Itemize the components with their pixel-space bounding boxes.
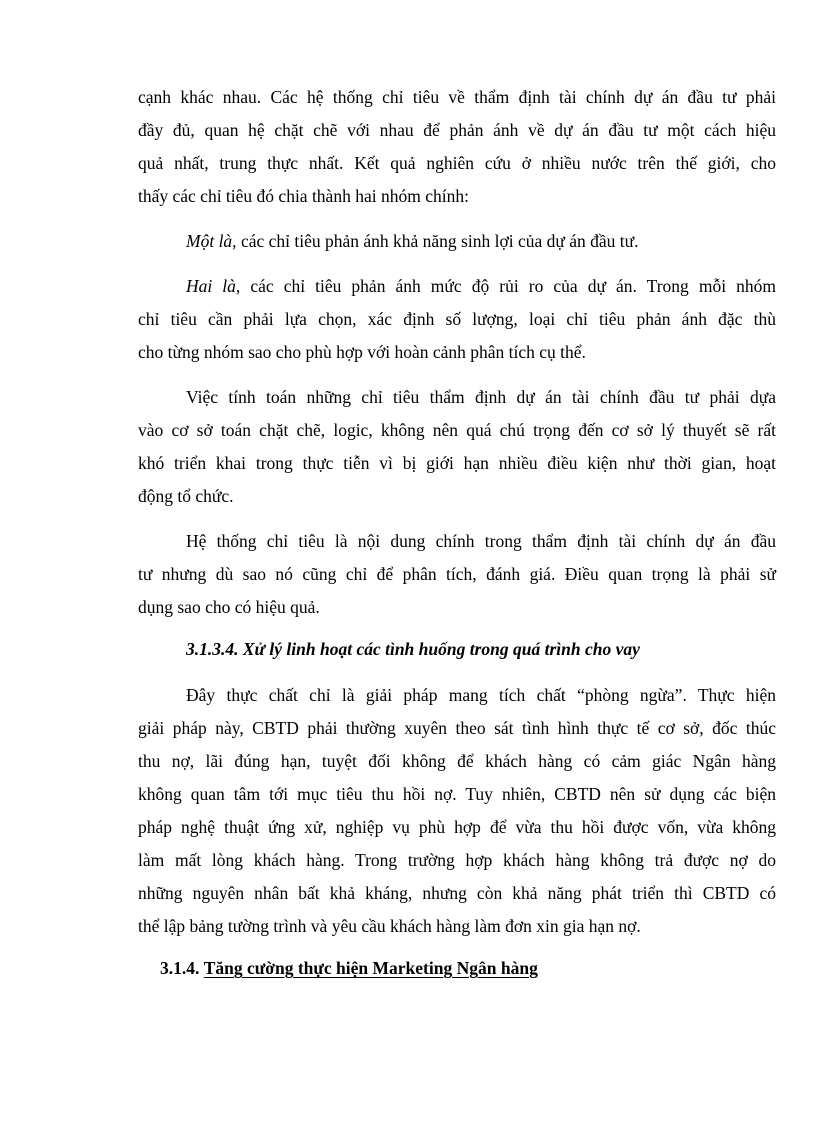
body-text-line: thể lập bảng tường trình và yêu cầu khách hàng làm đơn xin gia hạn nợ. xyxy=(138,916,641,936)
body-text: các chỉ tiêu phản ánh khả năng sinh lợi của dự án đầu tư. xyxy=(236,231,639,251)
section-heading xyxy=(160,958,538,979)
body-text-line: Việc tính toán những chỉ tiêu thẩm định dự án tài chính đầu tư phải dựa xyxy=(186,387,776,407)
body-text-line: vào cơ sở toán chặt chẽ, logic, không nên quá chú trọng đến cơ sở lý thuyết sẽ rất xyxy=(138,420,776,440)
body-text-line: cạnh khác nhau. Các hệ thống chỉ tiêu về thẩm định tài chính dự án đầu tư phải xyxy=(138,87,776,107)
body-text-line: thu nợ, lãi đúng hạn, tuyệt đối không để khách hàng có cảm giác Ngân hàng xyxy=(138,751,776,771)
list-paragraph-one xyxy=(186,231,638,252)
body-text-line: pháp nghệ thuật ứng xử, nghiệp vụ phù hợp để vừa thu hồi được vốn, vừa không xyxy=(138,817,776,837)
body-text-line: tư nhưng dù sao nó cũng chỉ để phân tích, đánh giá. Điều quan trọng là phải sử xyxy=(138,564,776,584)
section-title: Tăng cường thực hiện Marketing Ngân hàng xyxy=(203,958,538,978)
list-paragraph-two xyxy=(186,276,776,297)
subsection-heading: 3.1.3.4. Xử lý linh hoạt các tình huống trong quá trình cho vay xyxy=(186,639,640,659)
body-text-line: cho từng nhóm sao cho phù hợp với hoàn cảnh phân tích cụ thể. xyxy=(138,342,586,362)
body-text: các chỉ tiêu phản ánh mức độ rủi ro của dự án. Trong mỗi nhóm xyxy=(240,276,776,296)
body-text-line: khó triển khai trong thực tiễn vì bị giới hạn nhiều điều kiện như thời gian, hoạt xyxy=(138,453,776,473)
body-text-line: chỉ tiêu cần phải lựa chọn, xác định số lượng, loại chỉ tiêu phản ánh đặc thù xyxy=(138,309,776,329)
body-text-line: dụng sao cho có hiệu quả. xyxy=(138,597,320,617)
body-text-line: giải pháp này, CBTD phải thường xuyên theo sát tình hình thực tế cơ sở, đốc thúc xyxy=(138,718,776,738)
body-text-line: những nguyên nhân bất khả kháng, nhưng còn khả năng phát triển thì CBTD có xyxy=(138,883,776,903)
body-text-line: đầy đủ, quan hệ chặt chẽ với nhau để phản ánh về dự án đầu tư một cách hiệu xyxy=(138,120,776,140)
body-text-line: không quan tâm tới mục tiêu thu hồi nợ. Tuy nhiên, CBTD nên sử dụng các biện xyxy=(138,784,776,804)
body-text-line: động tổ chức. xyxy=(138,486,234,506)
body-text-line: làm mất lòng khách hàng. Trong trường hợp khách hàng không trả được nợ do xyxy=(138,850,776,870)
body-text-line: quả nhất, trung thực nhất. Kết quả nghiên cứu ở nhiều nước trên thế giới, cho xyxy=(138,153,776,173)
italic-lead: Một là, xyxy=(186,231,237,251)
section-number: 3.1.4. xyxy=(160,958,200,978)
body-text-line: Đây thực chất chỉ là giải pháp mang tích chất “phòng ngừa”. Thực hiện xyxy=(186,685,776,705)
italic-lead: Hai là, xyxy=(186,276,241,296)
body-text-line: thấy các chỉ tiêu đó chia thành hai nhóm chính: xyxy=(138,186,469,206)
body-text-line: Hệ thống chỉ tiêu là nội dung chính trong thẩm định tài chính dự án đầu xyxy=(186,531,776,551)
